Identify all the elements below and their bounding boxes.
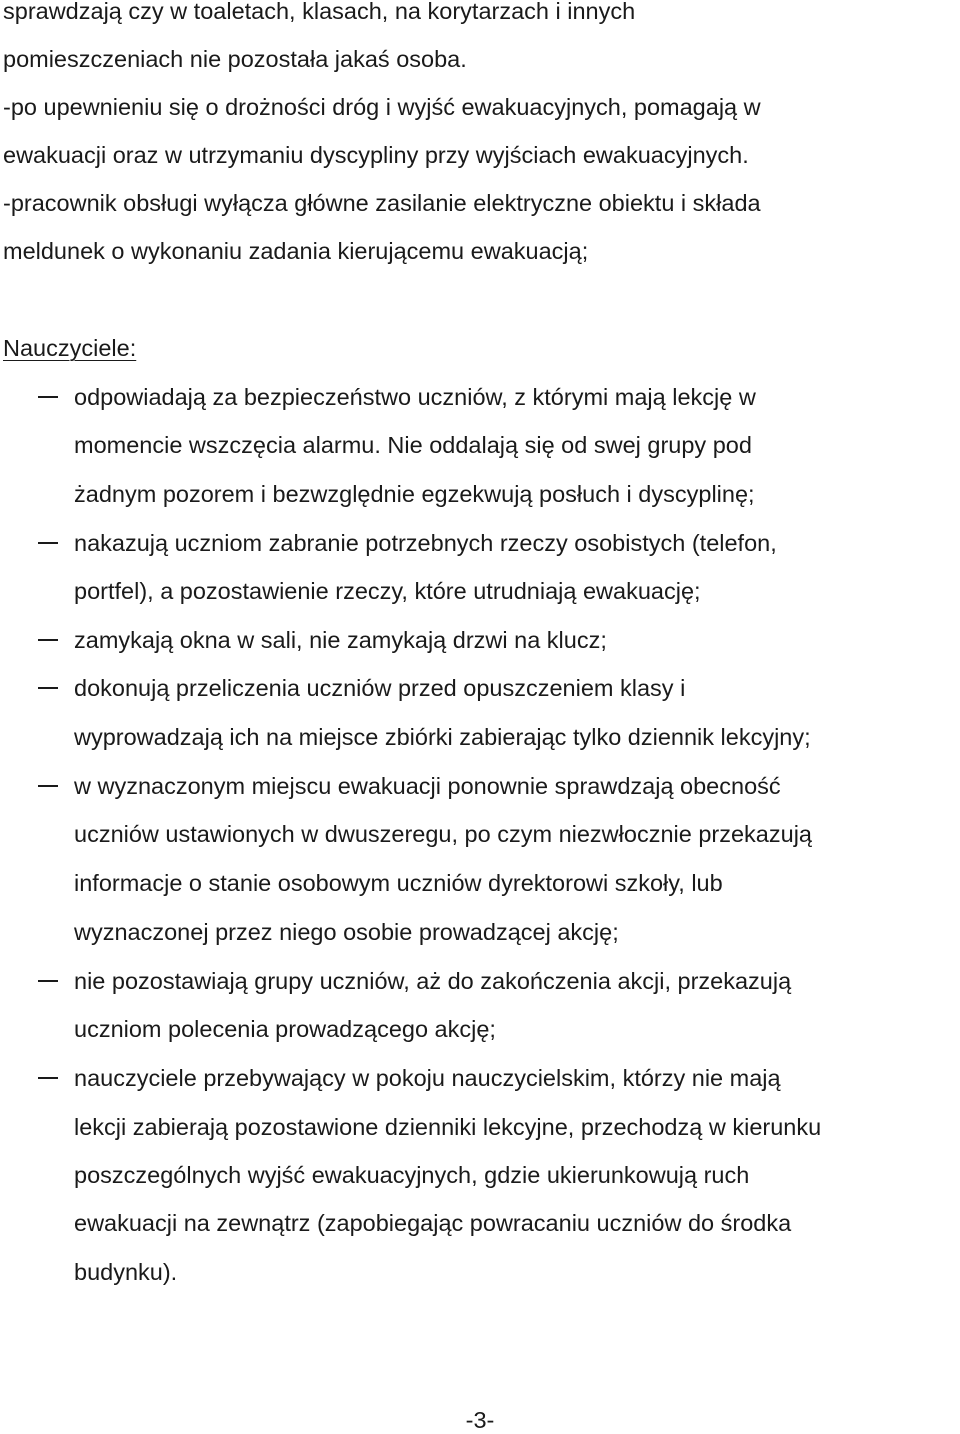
bullet-dash xyxy=(38,639,58,641)
bullet-dash xyxy=(38,687,58,689)
bullet-dash xyxy=(38,542,58,544)
bullet-line: poszczególnych wyjść ewakuacyjnych, gdzie ukierunkowują ruch xyxy=(74,1162,750,1188)
bullet-line: dokonują przeliczenia uczniów przed opuszczeniem klasy i xyxy=(74,675,686,701)
bullet-line: portfel), a pozostawienie rzeczy, które utrudniają ewakuację; xyxy=(74,578,701,604)
intro-line: -po upewnieniu się o drożności dróg i wyjść ewakuacyjnych, pomagają w xyxy=(3,94,761,120)
bullet-line: budynku). xyxy=(74,1259,178,1285)
intro-line: meldunek o wykonaniu zadania kierującemu ewakuacją; xyxy=(3,238,589,264)
bullet-line: w wyznaczonym miejscu ewakuacji ponownie sprawdzają obecność xyxy=(74,773,781,799)
bullet-line: informacje o stanie osobowym uczniów dyrektorowi szkoły, lub xyxy=(74,870,723,896)
bullet-line: wyznaczonej przez niego osobie prowadzącej akcję; xyxy=(74,919,619,945)
bullet-line: nakazują uczniom zabranie potrzebnych rzeczy osobistych (telefon, xyxy=(74,530,777,556)
bullet-dash xyxy=(38,980,58,982)
bullet-line: zamykają okna w sali, nie zamykają drzwi na klucz; xyxy=(74,627,607,653)
intro-line: -pracownik obsługi wyłącza główne zasilanie elektryczne obiektu i składa xyxy=(3,190,761,216)
bullet-dash xyxy=(38,396,58,398)
bullet-line: uczniów ustawionych w dwuszeregu, po czym niezwłocznie przekazują xyxy=(74,821,812,847)
bullet-line: lekcji zabierają pozostawione dzienniki lekcyjne, przechodzą w kierunku xyxy=(74,1114,822,1140)
intro-line: sprawdzają czy w toaletach, klasach, na korytarzach i innych xyxy=(3,0,636,24)
bullet-line: nauczyciele przebywający w pokoju nauczycielskim, którzy nie mają xyxy=(74,1065,781,1091)
bullet-line: uczniom polecenia prowadzącego akcję; xyxy=(74,1016,496,1042)
section-heading: Nauczyciele: xyxy=(3,335,137,361)
bullet-line: żadnym pozorem i bezwzględnie egzekwują posłuch i dyscyplinę; xyxy=(74,481,755,507)
intro-line: ewakuacji oraz w utrzymaniu dyscypliny przy wyjściach ewakuacyjnych. xyxy=(3,142,749,168)
bullet-line: nie pozostawiają grupy uczniów, aż do zakończenia akcji, przekazują xyxy=(74,968,792,994)
bullet-line: momencie wszczęcia alarmu. Nie oddalają się od swej grupy pod xyxy=(74,432,752,458)
intro-line: pomieszczeniach nie pozostała jakaś osoba. xyxy=(3,46,467,72)
page-number: -3- xyxy=(465,1407,495,1433)
bullet-line: ewakuacji na zewnątrz (zapobiegając powracaniu uczniów do środka xyxy=(74,1210,792,1236)
bullet-dash xyxy=(38,1077,58,1079)
bullet-line: wyprowadzają ich na miejsce zbiórki zabierając tylko dziennik lekcyjny; xyxy=(74,724,811,750)
bullet-dash xyxy=(38,785,58,787)
bullet-line: odpowiadają za bezpieczeństwo uczniów, z którymi mają lekcję w xyxy=(74,384,756,410)
